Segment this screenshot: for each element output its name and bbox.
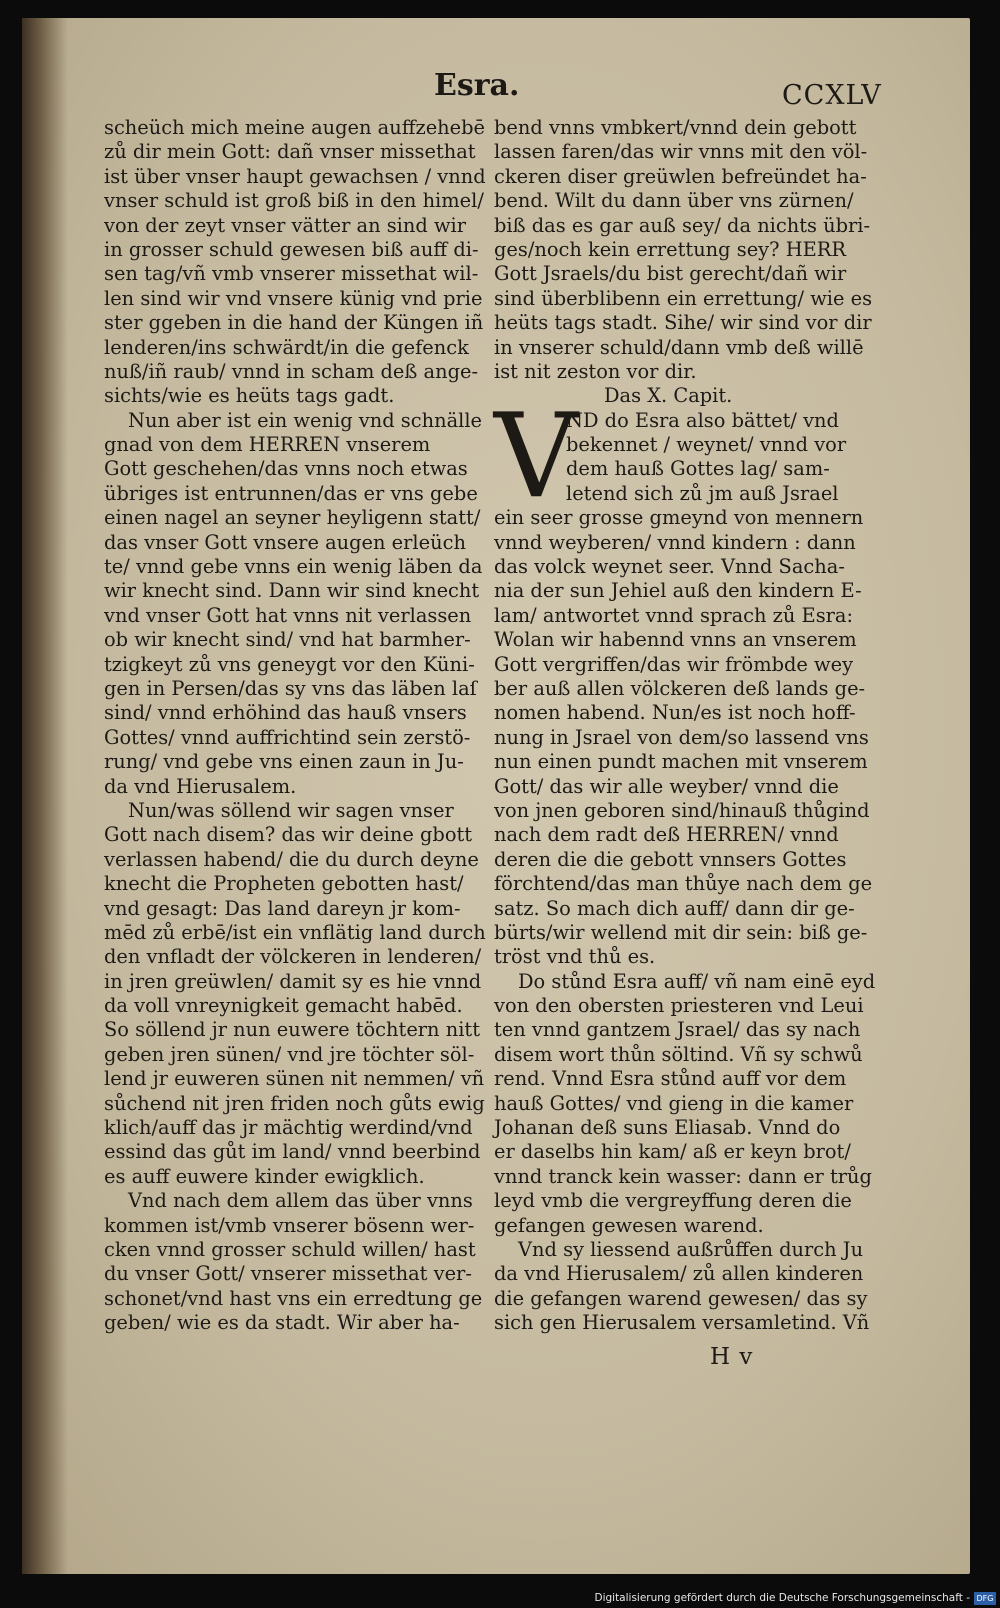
text-line: mēd zů erbē/ist ein vnflätig land durch (104, 920, 486, 944)
text-line: letend sich zů jm auß Jsrael (566, 481, 839, 505)
left-text-column (104, 116, 486, 1336)
text-line: nung in Jsrael von dem/so lassend vns (494, 725, 869, 749)
right-column-bottom-text (494, 506, 876, 1335)
text-line: wir knecht sind. Dann wir sind knecht (104, 579, 480, 603)
text-line: nomen habend. Nun/es ist noch hoff- (494, 701, 856, 725)
text-line: ber auß allen völckeren deß lands ge- (494, 676, 866, 700)
text-line: cken vnnd grosser schuld willen/ hast (104, 1237, 476, 1261)
text-line: es auff euwere kinder ewigklich. (104, 1164, 425, 1188)
footer-credit-text: Digitalisierung gefördert durch die Deutsche Forschungsgemeinschaft - (594, 1592, 970, 1604)
text-line: kommen ist/vmb vnserer bösenn wer- (104, 1213, 475, 1237)
text-line: sind überblibenn ein errettung/ wie es (494, 286, 873, 310)
text-line: schonet/vnd hast vns ein erredtung ge (104, 1286, 483, 1310)
text-line: gen in Persen/das sy vns das läben laſ (104, 676, 477, 700)
text-line: zů dir mein Gott: dañ vnser missethat (104, 140, 476, 164)
text-line: lam/ antwortet vnnd sprach zů Esra: (494, 603, 854, 627)
text-line: hauß Gottes/ vnd gieng in die kamer (494, 1091, 854, 1115)
dfg-logo: DFG (974, 1592, 996, 1605)
text-line: Nun aber ist ein wenig vnd schnälle (128, 408, 483, 432)
text-line: nuß/iñ raub/ vnnd in scham deß ange- (104, 359, 479, 383)
text-line: ist nit zeston vor dir. (494, 359, 697, 383)
drop-cap-initial: V (494, 388, 578, 524)
text-line: das volck weynet seer. Vnnd Sacha- (494, 555, 845, 579)
text-line: vnd vnser Gott hat vnns nit verlassen (104, 603, 472, 627)
text-line: scheüch mich meine augen auffzehebē (104, 116, 486, 139)
text-line: du vnser Gott/ vnserer missethat ver- (104, 1262, 472, 1286)
text-line: lenderen/ins schwärdt/in die gefenck (104, 335, 469, 359)
text-line: von der zeyt vnser vätter an sind wir (104, 213, 467, 237)
text-line: Nun/was söllend wir sagen vnser (128, 798, 454, 822)
text-line: da vnd Hierusalem/ zů allen kinderen (494, 1262, 864, 1286)
text-line: klich/auff das jr mächtig werdind/vnd (104, 1116, 473, 1140)
text-line: Vnd nach dem allem das über vnns (128, 1189, 473, 1213)
text-line: tzigkeyt zů vns geneygt vor den Küni- (104, 652, 475, 676)
text-line: Gott Jsraels/du bist gerecht/dañ wir (494, 262, 847, 286)
text-line: Johanan deß suns Eliasab. Vnnd do (494, 1116, 841, 1140)
text-line: da voll vnreynigkeit gemacht habēd. (104, 994, 463, 1018)
folio-number: CCXLV (782, 80, 882, 111)
text-line: gnad von dem HERREN vnserem (104, 433, 431, 457)
text-line: nach dem radt deß HERREN/ vnnd (494, 823, 839, 847)
text-line: bend vnns vmbkert/vnnd dein gebott (494, 116, 857, 139)
text-line: er daselbs hin kam/ aß er keyn brot/ (494, 1140, 851, 1164)
running-title: Esra. (434, 68, 520, 103)
text-line: lend jr euweren sünen nit nemmen/ vñ (104, 1067, 485, 1091)
text-line: vnnd weyberen/ vnnd kindern : dann (494, 530, 856, 554)
text-line: satz. So mach dich auff/ dann dir ge- (494, 896, 855, 920)
footer-bar (0, 1586, 1000, 1608)
page-gutter-shadow (22, 18, 68, 1574)
text-line: sich gen Hierusalem versamletind. Vñ (494, 1311, 870, 1335)
text-line: von den obersten priesteren vnd Leui (494, 994, 864, 1018)
text-line: vnd gesagt: Das land dareyn jr kom- (104, 896, 461, 920)
text-line: len sind wir vnd vnsere künig vnd prie (104, 286, 483, 310)
chapter-heading: Das X. Capit. (604, 384, 733, 408)
text-line: die gefangen warend gewesen/ das sy (494, 1286, 868, 1310)
text-line: von jnen geboren sind/hinauß thůgind (494, 798, 870, 822)
text-line: geben/ wie es da stadt. Wir aber ha- (104, 1311, 460, 1335)
text-line: heüts tags stadt. Sihe/ wir sind vor dir (494, 311, 872, 335)
text-line: gefangen gewesen warend. (494, 1213, 764, 1237)
text-line: förchtend/das man thůye nach dem ge (494, 872, 873, 896)
text-line: ges/noch kein errettung sey? HERR (494, 237, 846, 261)
text-line: ckeren diser greüwlen befreündet ha- (494, 164, 867, 188)
text-line: Gott vergriffen/das wir frömbde wey (494, 652, 854, 676)
text-line: vnnd tranck kein wasser: dann er trůg (494, 1164, 872, 1188)
text-line: sind/ vnnd erhöhind das hauß vnsers (104, 701, 467, 725)
book-page (22, 18, 970, 1574)
text-line: Wolan wir habennd vnns an vnserem (494, 628, 857, 652)
text-line: nun einen pundt machen mit vnserem (494, 750, 868, 774)
text-line: das vnser Gott vnsere augen erleüch (104, 530, 466, 554)
text-line: biß das es gar auß sey/ da nichts übri- (494, 213, 871, 237)
text-line: tröst vnd thů es. (494, 945, 656, 969)
right-column-top-text (494, 116, 873, 384)
text-line: rung/ vnd gebe vns einen zaun in Ju- (104, 750, 464, 774)
text-line: geben jren sünen/ vnd jre töchter söl- (104, 1042, 475, 1066)
text-line: bend. Wilt du dann über vns zürnen/ (494, 189, 854, 213)
text-line: den vnfladt der völckeren in lenderen/ (104, 945, 482, 969)
text-line: in jren greüwlen/ damit sy es hie vnnd (104, 969, 482, 993)
text-line: ist über vnser haupt gewachsen / vnnd (104, 164, 486, 188)
text-line: essind das gůt im land/ vnnd beerbind (104, 1140, 481, 1164)
text-line: dem hauß Gottes lag/ sam- (566, 457, 830, 481)
text-line: ein seer grosse gmeynd von mennern (494, 506, 864, 530)
text-line: So söllend jr nun euwere töchtern nitt (104, 1018, 480, 1042)
text-line: ob wir knecht sind/ vnd hat barmher- (104, 628, 471, 652)
text-line: Gott geschehen/das vnns noch etwas (104, 457, 468, 481)
text-line: vnser schuld ist groß biß in den himel/ (104, 189, 484, 213)
text-line: disem wort thůn söltind. Vñ sy schwů (494, 1042, 863, 1066)
text-line: bekennet / weynet/ vnnd vor (566, 433, 847, 457)
text-line: ster ggeben in die hand der Küngen iñ (104, 311, 484, 335)
text-line: sůchend nit jren friden noch gůts ewig (104, 1091, 485, 1115)
text-line: leyd vmb die vergreyffung deren die (494, 1189, 852, 1213)
text-line: ten vnnd gantzem Jsrael/ das sy nach (494, 1018, 861, 1042)
text-line: ND do Esra also bättet/ vnd (566, 408, 839, 432)
text-line: Do stůnd Esra auff/ vñ nam einē eyd (518, 969, 876, 993)
text-line: nia der sun Jehiel auß den kindern E- (494, 579, 862, 603)
text-line: knecht die Propheten gebotten hast/ (104, 872, 464, 896)
text-line: deren die die gebott vnnsers Gottes (494, 847, 847, 871)
text-line: te/ vnnd gebe vnns ein wenig läben da (104, 555, 483, 579)
text-line: sichts/wie es heüts tags gadt. (104, 384, 395, 408)
text-line: bürts/wir wellend mit dir sein: biß ge- (494, 920, 868, 944)
text-line: Gottes/ vnnd auffrichtind sein zerstö- (104, 725, 471, 749)
text-line: da vnd Hierusalem. (104, 774, 297, 798)
text-line: Gott/ das wir alle weyber/ vnnd die (494, 774, 839, 798)
text-line: rend. Vnnd Esra stůnd auff vor dem (494, 1067, 847, 1091)
right-text-column (494, 116, 876, 1336)
text-line: Vnd sy liessend außrůffen durch Ju (518, 1237, 864, 1261)
text-line: verlassen habend/ die du durch deyne (104, 847, 479, 871)
text-line: Gott nach disem? das wir deine gbott (104, 823, 473, 847)
text-line: in vnserer schuld/dann vmb deß willē (494, 335, 864, 359)
text-line: einen nagel an seyner heyligenn statt/ (104, 506, 481, 530)
signature-mark: H v (710, 1344, 754, 1370)
text-line: in grosser schuld gewesen biß auff di- (104, 237, 479, 261)
text-line: übriges ist entrunnen/das er vns gebe (104, 481, 478, 505)
text-line: sen tag/vñ vmb vnserer missethat wil- (104, 262, 479, 286)
text-line: lassen faren/das wir vnns mit den völ- (494, 140, 868, 164)
